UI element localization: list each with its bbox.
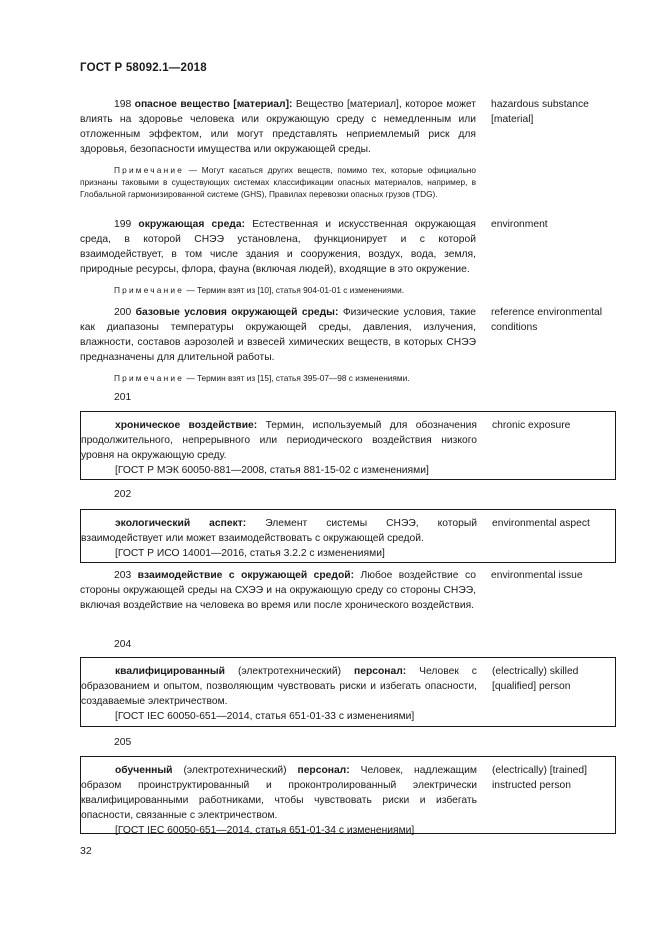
english-equivalent: (electrically) skilled [qualified] person [492,666,579,692]
note-text: — Термин взят из [10], статья 904-01-01 с изменениями. [186,285,405,295]
term-name-part: персонал: [297,765,350,776]
term-name: хроническое воздействие: [115,420,258,431]
term-definition-text: Естественная и искусственная окружающая среда, в которой СНЭЭ установлена, функционирует и с которой взаимодействует, в том числе здания и сооружения, воздух, вода, земля, природные ресурсы, флора, фауна (включая людей), входящие в это окружение. [80,219,476,275]
term-definition [81,763,477,823]
term-entry-body [80,305,476,384]
term-entry-body [81,664,477,724]
term-number-202: 202 [114,489,132,500]
english-equivalent: chronic exposure [492,420,571,431]
term-name: экологический аспект: [115,518,247,529]
term-entry-body [80,97,476,200]
term-note [80,284,476,296]
term-entry-202-box [80,509,616,563]
term-number-205: 205 [114,737,132,748]
term-name: опасное вещество [материал]: [134,99,293,110]
term-note [80,164,476,200]
note-label: Примечание [114,373,185,383]
term-number-204: 204 [114,639,132,650]
term-definition [80,305,476,365]
term-number: 200 [114,307,132,318]
term-definition-text: Термин, используемый для обозначения продолжительного, непрерывного или периодического воздействия низкого уровня на окружающую среду. [81,420,477,461]
page-number: 32 [80,845,92,857]
term-number: 198 [114,99,132,110]
term-name: базовые условия окружающей среды: [135,307,339,318]
term-entry-205-box [80,756,616,834]
term-definition-text: Человек с образованием и опытом, позволяющим чувствовать риски и избегать опасности, создаваемые электричеством. [81,666,477,707]
term-name: взаимодействие с окружающей средой: [137,570,354,581]
term-number-201: 201 [114,392,132,403]
term-source: [ГОСТ IEC 60050-651—2014, статья 651-01-33 с изменениями] [115,711,415,722]
term-entry-body [80,217,476,296]
term-definition-text: Любое воздействие со стороны окружающей среды на СХЭЭ и на окружающую среду со стороны СНЭЭ, включая воздействие на человека во время или после хронического воздействия. [80,570,476,611]
term-qualifier: (электротехнический) [237,666,342,677]
term-source: [ГОСТ Р ИСО 14001—2016, статья 3.2.2 с изменениями] [115,548,385,559]
note-label: Примечание [114,285,185,295]
english-equivalent: hazardous substance [material] [491,99,589,125]
note-text: — Могут касаться других веществ, помимо тех, которые официально признаны таковыми в существующих системах классификации опасных материалов, например, в Глобальной гармонизированной системе (GHS), Правилах перевозки опасных грузов (TDG). [80,165,476,199]
term-definition-text: Элемент системы СНЭЭ, который взаимодействует или может взаимодействовать с окружающей средой. [81,518,477,544]
term-entry-201-box [80,411,616,480]
term-entry-body [81,418,477,478]
term-source: [ГОСТ IEC 60050-651—2014, статья 651-01-34 с изменениями] [115,825,415,836]
term-name-part: обученный [115,765,173,776]
term-definition [81,418,477,463]
term-entry-204-box [80,657,616,727]
term-definition [81,664,477,709]
term-number: 203 [114,570,132,581]
term-definition-text: Вещество [материал], которое может влиять на здоровье человека или окружающую среду с немедленным или отложенным эффектом, или могут представлять неприемлемый риск для здоровья, безопасности имущества или окружающей среды. [80,99,476,155]
term-entry-body [81,763,477,838]
document-header: ГОСТ Р 58092.1—2018 [80,62,207,74]
term-definition [80,217,476,277]
english-equivalent: environmental aspect [492,518,590,529]
english-equivalent: environmental issue [491,570,583,581]
term-definition-text: Человек, надлежащим образом проинструктированный и проконтролированный электрически квалифицированными работниками, чтобы чувствовать риски и избегать опасности, связанные с электричеством. [81,765,477,821]
term-number: 199 [114,219,132,230]
term-source: [ГОСТ Р МЭК 60050-881—2008, статья 881-15-02 с изменениями] [115,465,429,476]
term-entry-body [81,516,477,561]
term-definition [81,516,477,546]
term-entry-body [80,568,476,613]
english-equivalent: reference environmental conditions [491,307,603,333]
note-label: Примечание [114,165,185,175]
term-definition-text: Физические условия, такие как диапазоны температуры окружающей среды, давления, излучения, влажности, составов аэрозолей и взвесей химических веществ, в которых СНЭЭ предназначены для длительной работы. [80,307,477,363]
term-definition [80,568,476,613]
english-equivalent: (electrically) [trained] instructed person [492,765,587,791]
term-qualifier: (электротехнический) [183,765,287,776]
term-name-part: квалифицированный [115,666,226,677]
english-equivalent: environment [491,219,548,230]
note-text: — Термин взят из [15], статья 395-07—98 с изменениями. [186,373,410,383]
term-name: окружающая среда: [138,219,245,230]
term-definition [80,97,476,157]
term-name-part: персонал: [354,666,407,677]
term-note [80,372,476,384]
